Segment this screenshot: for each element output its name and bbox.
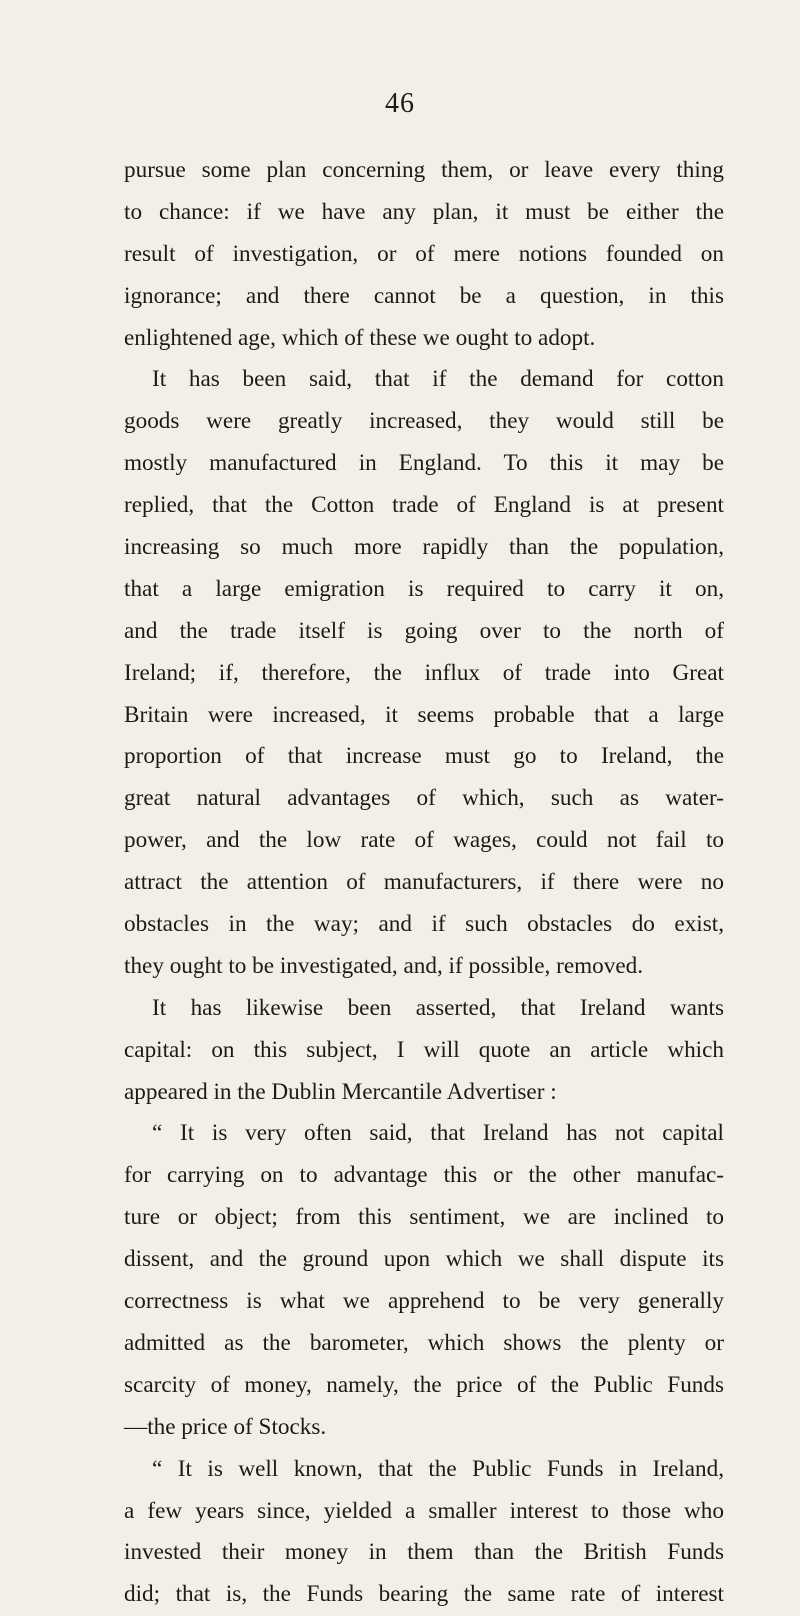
text-line: mostly manufactured in England. To this it may be xyxy=(124,450,724,477)
text-line: for carrying on to advantage this or the other manufac- xyxy=(124,1162,724,1189)
text-line: power, and the low rate of wages, could not fail to xyxy=(124,827,724,854)
text-line: enlightened age, which of these we ought to adopt. xyxy=(124,324,596,351)
text-line: It has been said, that if the demand for cotton xyxy=(152,366,724,393)
text-line: a few years since, yielded a smaller interest to those who xyxy=(124,1497,724,1524)
text-line: pursue some plan concerning them, or leave every thing xyxy=(124,157,724,183)
text-line: to chance: if we have any plan, it must be either the xyxy=(124,198,724,225)
text-line: Ireland; if, therefore, the influx of trade into Great xyxy=(124,659,724,686)
text-line: great natural advantages of which, such as water- xyxy=(124,785,724,812)
text-line: capital: on this subject, I will quote an article which xyxy=(124,1036,724,1063)
page-number: 46 xyxy=(385,88,415,119)
text-line: replied, that the Cotton trade of England is at present xyxy=(124,492,724,519)
text-line: scarcity of money, namely, the price of the Public Funds xyxy=(124,1371,724,1398)
text-line: ignorance; and there cannot be a question, in this xyxy=(124,282,724,309)
text-line: appeared in the Dublin Mercantile Advertiser : xyxy=(124,1078,557,1105)
text-line: obstacles in the way; and if such obstacles do exist, xyxy=(124,911,724,938)
text-line: dissent, and the ground upon which we shall dispute its xyxy=(124,1246,724,1273)
body-text xyxy=(124,150,724,1616)
text-line: that a large emigration is required to carry it on, xyxy=(124,575,724,602)
text-line: did; that is, the Funds bearing the same rate of interest xyxy=(124,1581,724,1608)
text-line: increasing so much more rapidly than the population, xyxy=(124,534,724,561)
text-line: proportion of that increase must go to Ireland, the xyxy=(124,743,724,770)
text-line: they ought to be investigated, and, if possible, removed. xyxy=(124,952,644,979)
text-line: goods were greatly increased, they would still be xyxy=(124,408,724,435)
text-line: Britain were increased, it seems probable that a large xyxy=(124,701,724,728)
text-line: result of investigation, or of mere notions founded on xyxy=(124,240,724,267)
text-line: correctness is what we apprehend to be very generally xyxy=(124,1288,724,1315)
text-line: attract the attention of manufacturers, if there were no xyxy=(124,869,724,896)
text-line: and the trade itself is going over to the north of xyxy=(124,617,724,644)
text-line: “ It is well known, that the Public Funds in Ireland, xyxy=(152,1455,724,1482)
text-line: admitted as the barometer, which shows the plenty or xyxy=(124,1329,724,1356)
text-line: ture or object; from this sentiment, we are inclined to xyxy=(124,1204,724,1231)
text-line: —the price of Stocks. xyxy=(124,1413,327,1440)
text-line: It has likewise been asserted, that Ireland wants xyxy=(152,994,724,1021)
text-line: “ It is very often said, that Ireland has not capital xyxy=(152,1120,724,1147)
text-line: invested their money in them than the British Funds xyxy=(124,1539,724,1566)
